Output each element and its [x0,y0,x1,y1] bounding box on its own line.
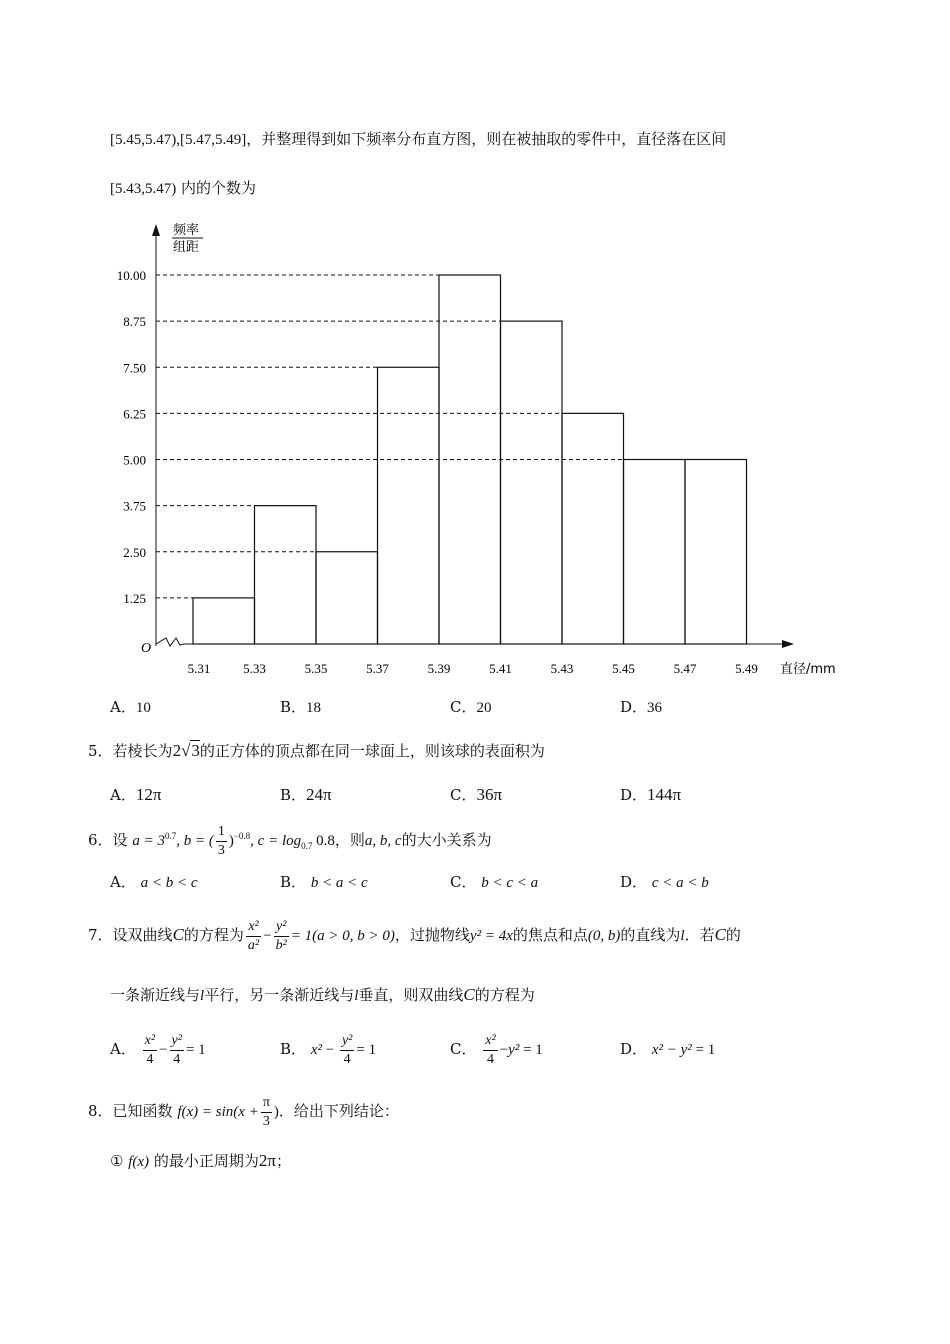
y-tick-label: 5.00 [123,452,146,468]
x-tick-label: 5.43 [550,661,574,676]
x-tick-label: 5.47 [673,661,697,676]
histogram-bar [316,552,378,644]
histogram-bar [439,275,501,644]
q4-option-b[interactable]: B．18 [280,698,322,716]
q5-option-d[interactable]: D．144π [620,785,682,804]
q7-stem-2: 一条渐近线与l平行，另一条渐近线与l垂直，则双曲线C的方程为 [110,985,535,1004]
q4-option-c[interactable]: C．20 [450,698,492,716]
q4-interval: [5.43,5.47) [110,181,177,197]
y-tick-label: 6.25 [123,406,146,422]
histogram-bar [193,598,255,644]
q5-stem: 5．若棱长为2√3的正方体的顶点都在同一球面上，则该球的表面积为 [88,741,545,760]
q7-option-a[interactable]: A． $\frac{\text{x²}}{4}$ − $\frac{\text{y²}}{4}$ = 1 [110,1032,206,1067]
q5-option-b[interactable]: B．24π [280,785,332,804]
x-tick-label: 5.45 [612,661,635,676]
q4-text-1: ，并整理得到如下频率分布直方图，则在被抽取的零件中，直径落在区间 [246,130,727,148]
q4-option-d[interactable]: D．36 [620,698,663,716]
q6-fraction: $\frac{1}{3}$ [217,823,225,858]
x-tick-label: 5.37 [366,661,389,676]
q7-option-c[interactable]: C． $\frac{\text{x²}}{4}$ −y² = 1 [450,1032,543,1067]
q6-option-c[interactable]: C． b < c < a [450,873,539,891]
histogram-bar [624,460,686,645]
histogram-bar [378,367,440,644]
q4-text-2: 内的个数为 [176,179,257,197]
y-tick-label: 1.25 [123,590,146,606]
q6-option-d[interactable]: D． c < a < b [620,873,709,891]
q6-option-b[interactable]: B． b < a < c [280,873,368,891]
q5-option-c[interactable]: C．36π [450,785,503,804]
q6-option-a[interactable]: A． a < b < c [110,873,198,891]
q7-option-d[interactable]: D． x² − y² = 1 [620,1040,716,1058]
x-tick-label: 5.31 [187,661,211,676]
y-tick-label: 3.75 [123,498,146,514]
y-label-top: 频率 [173,223,200,238]
q5-option-a[interactable]: A．12π [110,785,162,804]
q7-stem-1: 7．设双曲线C的方程为 $\frac{\text{x²}}{\text{a²}}$ − $\frac{\text{y²}}{\text{b²}}$ = 1(a > 0, b > 0)，过抛物线y² = 4x的焦点和点(0, b)的直线为l．若C的 [88,918,741,953]
y-tick-label: 7.50 [123,360,146,376]
histogram-bar [685,460,747,645]
histogram-bar [255,506,317,644]
y-tick-label: 2.50 [123,544,146,560]
q4-intervals: [5.45,5.47),[5.47,5.49] [110,132,247,148]
histogram-bar [562,413,624,644]
y-axis-arrow [152,224,160,236]
q4-option-a[interactable]: A．10 [110,698,151,716]
origin-label: O [141,641,152,656]
q8-stem: 8．已知函数 f(x) = sin(x + $\frac{\pi}{3}$ )．给出下列结论： [88,1094,399,1129]
q8-item-1: ① f(x) 的最小正周期为2π； [110,1151,291,1170]
x-tick-label: 5.49 [735,661,758,676]
x-axis-arrow [782,640,794,648]
y-tick-label: 10.00 [116,268,146,283]
x-tick-label: 5.33 [243,661,266,676]
axis-break-mark [156,638,184,646]
x-tick-label: 5.39 [427,661,451,676]
x-tick-label: 5.41 [489,661,512,676]
y-tick-label: 8.75 [123,314,146,330]
q7-option-b[interactable]: B． x² − $\frac{\text{y²}}{4}$ = 1 [280,1032,377,1067]
y-label-bottom: 组距 [173,240,200,255]
x-axis-label: 直径/mm [780,662,836,677]
histogram-bar [501,321,563,644]
q6-stem: 6．设 $a = 3^{0.7}$, b = ( $\frac{1}{3}$ )$^{-0.8}$, $c = \log_{0.7} 0.8$，则a, b, c的大小关系为 [88,823,492,858]
x-tick-label: 5.35 [304,661,328,676]
